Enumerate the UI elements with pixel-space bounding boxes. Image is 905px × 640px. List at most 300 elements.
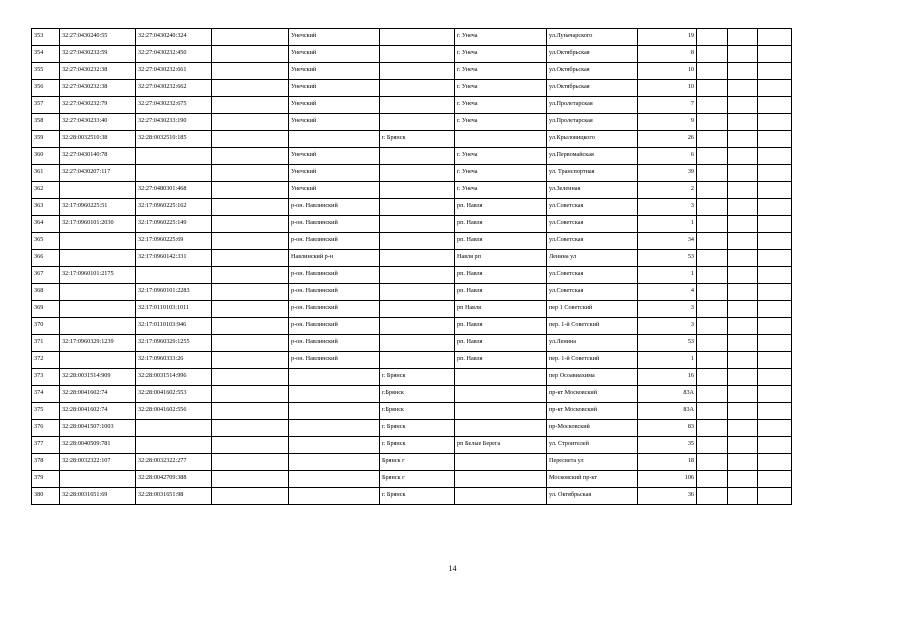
cell-empty-col-a [697, 63, 728, 80]
cell-cadastral-number-building: 32:17:0110103:946 [136, 318, 212, 335]
cell-street: ул. Строителей [547, 437, 638, 454]
cell-row-number: 369 [32, 301, 60, 318]
cell-empty-col-b [728, 148, 758, 165]
cell-cadastral-number-land [60, 471, 136, 488]
cell-empty-col-b [728, 46, 758, 63]
cell-empty-col-a [697, 131, 728, 148]
cell-city [380, 114, 455, 131]
cell-house-number: 16 [638, 369, 697, 386]
cell-settlement: г. Унеча [455, 97, 547, 114]
cell-empty-col-a [697, 369, 728, 386]
cell-cadastral-number-land: 32:28:0041507:1003 [60, 420, 136, 437]
table-row [32, 454, 792, 471]
cell-city: г. Брянск [380, 420, 455, 437]
cell-empty-col-a [697, 46, 728, 63]
cell-empty-col-a [697, 301, 728, 318]
cell-city: г.Брянск [380, 386, 455, 403]
cell-extra-column [212, 386, 289, 403]
cell-empty-col-a [697, 420, 728, 437]
cell-cadastral-number-land: 32:28:0031651:69 [60, 488, 136, 505]
cell-street: ул.Пролетарская [547, 97, 638, 114]
cell-settlement [455, 131, 547, 148]
cell-district: р-он. Навлинский [289, 216, 380, 233]
cell-empty-col-b [728, 250, 758, 267]
cell-street: ул.Октябрьская [547, 63, 638, 80]
cell-settlement [455, 488, 547, 505]
cell-row-number: 367 [32, 267, 60, 284]
table-row [32, 63, 792, 80]
cell-row-number: 361 [32, 165, 60, 182]
cell-settlement: рп. Навля [455, 318, 547, 335]
cell-row-number: 377 [32, 437, 60, 454]
cell-district: р-он. Навлинский [289, 352, 380, 369]
cell-city [380, 267, 455, 284]
cell-settlement: рп. Навля [455, 199, 547, 216]
cell-district [289, 131, 380, 148]
table-row [32, 148, 792, 165]
cell-row-number: 374 [32, 386, 60, 403]
cell-empty-col-a [697, 199, 728, 216]
cell-cadastral-number-land: 32:17:0960101:2175 [60, 267, 136, 284]
cell-cadastral-number-land: 32:27:0430232:38 [60, 80, 136, 97]
cell-empty-col-b [728, 199, 758, 216]
cell-extra-column [212, 80, 289, 97]
cell-cadastral-number-building: 32:17:0960101:2283 [136, 284, 212, 301]
cell-empty-col-b [728, 352, 758, 369]
cell-row-number: 379 [32, 471, 60, 488]
cell-city: г. Брянск [380, 369, 455, 386]
cell-empty-col-b [728, 420, 758, 437]
cell-extra-column [212, 199, 289, 216]
cell-house-number: 1 [638, 267, 697, 284]
cell-cadastral-number-land: 32:27:0430232:59 [60, 46, 136, 63]
cell-district: Унечский [289, 114, 380, 131]
cell-cadastral-number-building: 32:17:0960333:26 [136, 352, 212, 369]
cell-settlement: г. Унеча [455, 148, 547, 165]
cell-cadastral-number-building: 32:27:0430240:324 [136, 29, 212, 46]
cell-cadastral-number-building [136, 267, 212, 284]
cell-empty-col-a [697, 335, 728, 352]
cell-street: ул.Луначарского [547, 29, 638, 46]
cell-street: пер. 1-й Советский [547, 318, 638, 335]
cell-extra-column [212, 63, 289, 80]
cell-empty-col-a [697, 437, 728, 454]
cell-cadastral-number-building: 32:27:0430232:450 [136, 46, 212, 63]
cell-cadastral-number-building: 32:28:0042709:388 [136, 471, 212, 488]
cell-house-number: 1 [638, 352, 697, 369]
cell-cadastral-number-land: 32:27:0430140:78 [60, 148, 136, 165]
cell-empty-col-b [728, 284, 758, 301]
cell-house-number: 35 [638, 437, 697, 454]
cell-city [380, 63, 455, 80]
cell-cadastral-number-building: 32:17:0960329:1255 [136, 335, 212, 352]
cell-city [380, 182, 455, 199]
cell-settlement [455, 454, 547, 471]
cell-city [380, 250, 455, 267]
cell-empty-col-c [758, 454, 792, 471]
table-row [32, 250, 792, 267]
table-row [32, 131, 792, 148]
cell-district: Унечский [289, 97, 380, 114]
cell-district: р-он. Навлинский [289, 318, 380, 335]
cell-extra-column [212, 131, 289, 148]
cell-cadastral-number-building: 32:28:0041602:556 [136, 403, 212, 420]
cell-cadastral-number-land: 32:28:0041602:74 [60, 386, 136, 403]
cell-house-number: 26 [638, 131, 697, 148]
cell-street: ул.Крыловицкого [547, 131, 638, 148]
cell-empty-col-c [758, 46, 792, 63]
cell-settlement: рп. Навля [455, 233, 547, 250]
cell-empty-col-a [697, 114, 728, 131]
cell-extra-column [212, 335, 289, 352]
cell-cadastral-number-building: 32:17:0960225:69 [136, 233, 212, 250]
cell-city [380, 165, 455, 182]
cell-house-number: 83А [638, 403, 697, 420]
table-row [32, 165, 792, 182]
cell-district: Унечский [289, 80, 380, 97]
cell-street: ул.Октябрьская [547, 46, 638, 63]
cell-house-number: 19 [638, 29, 697, 46]
cell-empty-col-b [728, 403, 758, 420]
cell-empty-col-a [697, 284, 728, 301]
cell-district: р-он. Навлинский [289, 233, 380, 250]
cell-house-number: 10 [638, 63, 697, 80]
cell-street: Ленина ул [547, 250, 638, 267]
cell-district [289, 437, 380, 454]
cell-street: ул.Пролетарская [547, 114, 638, 131]
cell-empty-col-a [697, 471, 728, 488]
cell-extra-column [212, 165, 289, 182]
cell-house-number: 83 [638, 420, 697, 437]
cell-empty-col-c [758, 488, 792, 505]
cell-cadastral-number-land [60, 284, 136, 301]
cell-empty-col-c [758, 199, 792, 216]
cell-settlement: г. Унеча [455, 63, 547, 80]
table-row [32, 471, 792, 488]
cell-house-number: 8 [638, 46, 697, 63]
cell-street: ул.Советская [547, 267, 638, 284]
cell-house-number: 83А [638, 386, 697, 403]
cell-street: Московский пр-кт [547, 471, 638, 488]
cell-district: Унечский [289, 63, 380, 80]
table-row [32, 437, 792, 454]
cell-extra-column [212, 233, 289, 250]
cell-city [380, 97, 455, 114]
cell-district [289, 488, 380, 505]
cell-settlement: г. Унеча [455, 114, 547, 131]
registry-table [31, 28, 792, 505]
cell-empty-col-c [758, 420, 792, 437]
cell-row-number: 360 [32, 148, 60, 165]
cell-extra-column [212, 352, 289, 369]
cell-empty-col-b [728, 165, 758, 182]
cell-city [380, 29, 455, 46]
table-body [32, 29, 792, 505]
cell-house-number: 53 [638, 250, 697, 267]
cell-cadastral-number-building: 32:27:0480301:468 [136, 182, 212, 199]
cell-row-number: 376 [32, 420, 60, 437]
cell-cadastral-number-building: 32:28:0032510:185 [136, 131, 212, 148]
cell-row-number: 359 [32, 131, 60, 148]
cell-settlement: рп. Навля [455, 267, 547, 284]
table-row [32, 301, 792, 318]
cell-cadastral-number-building: 32:28:0041602:553 [136, 386, 212, 403]
cell-settlement: г. Унеча [455, 165, 547, 182]
cell-city: г. Брянск [380, 488, 455, 505]
table-row [32, 97, 792, 114]
cell-street: ул.Зеленная [547, 182, 638, 199]
cell-empty-col-a [697, 250, 728, 267]
cell-empty-col-b [728, 29, 758, 46]
cell-cadastral-number-land: 32:28:0032322:107 [60, 454, 136, 471]
page-number: 14 [448, 564, 457, 573]
cell-empty-col-b [728, 369, 758, 386]
table-row [32, 318, 792, 335]
cell-row-number: 353 [32, 29, 60, 46]
cell-district: Унечский [289, 165, 380, 182]
cell-street: ул.Советская [547, 216, 638, 233]
cell-empty-col-c [758, 63, 792, 80]
cell-empty-col-a [697, 352, 728, 369]
table-row [32, 114, 792, 131]
table-row [32, 284, 792, 301]
cell-extra-column [212, 471, 289, 488]
cell-cadastral-number-land: 32:27:0430233:40 [60, 114, 136, 131]
cell-house-number: 1 [638, 216, 697, 233]
cell-house-number: 7 [638, 97, 697, 114]
cell-extra-column [212, 284, 289, 301]
table-row [32, 403, 792, 420]
cell-extra-column [212, 250, 289, 267]
cell-empty-col-c [758, 148, 792, 165]
cell-settlement [455, 471, 547, 488]
cell-cadastral-number-land [60, 233, 136, 250]
cell-empty-col-b [728, 454, 758, 471]
cell-empty-col-a [697, 454, 728, 471]
cell-city [380, 301, 455, 318]
cell-district [289, 403, 380, 420]
cell-row-number: 370 [32, 318, 60, 335]
cell-row-number: 371 [32, 335, 60, 352]
table-row [32, 80, 792, 97]
cell-empty-col-b [728, 386, 758, 403]
cell-row-number: 375 [32, 403, 60, 420]
cell-settlement: рп. Навля [455, 352, 547, 369]
cell-cadastral-number-building [136, 165, 212, 182]
table-row [32, 267, 792, 284]
cell-empty-col-b [728, 80, 758, 97]
cell-empty-col-c [758, 80, 792, 97]
cell-cadastral-number-land: 32:17:0960329:1239 [60, 335, 136, 352]
cell-empty-col-c [758, 97, 792, 114]
cell-street: пер. 1-й Советский [547, 352, 638, 369]
cell-house-number: 106 [638, 471, 697, 488]
cell-cadastral-number-building: 32:27:0430232:661 [136, 63, 212, 80]
cell-cadastral-number-building: 32:27:0430232:662 [136, 80, 212, 97]
cell-street: ул.Советская [547, 284, 638, 301]
cell-empty-col-b [728, 488, 758, 505]
cell-house-number: 6 [638, 148, 697, 165]
table-row [32, 29, 792, 46]
cell-street: ул. Октябрьская [547, 488, 638, 505]
cell-district [289, 369, 380, 386]
cell-house-number: 3 [638, 318, 697, 335]
table-row [32, 335, 792, 352]
cell-row-number: 358 [32, 114, 60, 131]
cell-row-number: 380 [32, 488, 60, 505]
cell-extra-column [212, 216, 289, 233]
cell-extra-column [212, 182, 289, 199]
cell-empty-col-c [758, 216, 792, 233]
cell-empty-col-c [758, 352, 792, 369]
cell-city [380, 335, 455, 352]
cell-settlement [455, 403, 547, 420]
cell-extra-column [212, 114, 289, 131]
cell-settlement: г. Унеча [455, 182, 547, 199]
cell-street: ул.Советская [547, 199, 638, 216]
cell-empty-col-b [728, 267, 758, 284]
cell-extra-column [212, 29, 289, 46]
cell-empty-col-b [728, 182, 758, 199]
cell-street: пр-кт Московский [547, 386, 638, 403]
cell-district: р-он. Навлинский [289, 284, 380, 301]
cell-row-number: 363 [32, 199, 60, 216]
cell-settlement: Навля рп [455, 250, 547, 267]
cell-city: г. Брянск [380, 131, 455, 148]
cell-district: Унечский [289, 148, 380, 165]
cell-street: Пересвета ул [547, 454, 638, 471]
cell-house-number: 39 [638, 165, 697, 182]
cell-street: ул. Транспортная [547, 165, 638, 182]
cell-settlement: рп. Навля [455, 216, 547, 233]
cell-empty-col-c [758, 437, 792, 454]
cell-cadastral-number-land [60, 301, 136, 318]
cell-cadastral-number-building: 32:28:0031514:996 [136, 369, 212, 386]
cell-empty-col-c [758, 114, 792, 131]
cell-cadastral-number-building [136, 437, 212, 454]
cell-district [289, 420, 380, 437]
cell-settlement: рп Навля [455, 301, 547, 318]
cell-district: р-он. Навлинский [289, 199, 380, 216]
cell-extra-column [212, 403, 289, 420]
cell-row-number: 368 [32, 284, 60, 301]
cell-row-number: 356 [32, 80, 60, 97]
cell-empty-col-a [697, 80, 728, 97]
cell-empty-col-a [697, 97, 728, 114]
cell-extra-column [212, 46, 289, 63]
cell-empty-col-c [758, 318, 792, 335]
cell-row-number: 378 [32, 454, 60, 471]
cell-cadastral-number-land: 32:27:0430232:38 [60, 63, 136, 80]
cell-empty-col-c [758, 250, 792, 267]
cell-cadastral-number-building: 32:17:0110103:1011 [136, 301, 212, 318]
cell-empty-col-a [697, 233, 728, 250]
cell-settlement: рп Белые Берега [455, 437, 547, 454]
cell-cadastral-number-land: 32:27:0430240:55 [60, 29, 136, 46]
cell-city [380, 233, 455, 250]
cell-empty-col-a [697, 386, 728, 403]
cell-empty-col-a [697, 488, 728, 505]
cell-cadastral-number-land [60, 250, 136, 267]
cell-empty-col-a [697, 318, 728, 335]
cell-empty-col-b [728, 471, 758, 488]
cell-empty-col-b [728, 437, 758, 454]
cell-empty-col-c [758, 369, 792, 386]
table-row [32, 233, 792, 250]
cell-cadastral-number-land: 32:27:0430207:117 [60, 165, 136, 182]
cell-extra-column [212, 148, 289, 165]
cell-house-number: 10 [638, 80, 697, 97]
cell-empty-col-c [758, 29, 792, 46]
cell-extra-column [212, 301, 289, 318]
cell-extra-column [212, 318, 289, 335]
cell-house-number: 2 [638, 182, 697, 199]
cell-cadastral-number-building: 32:27:0430232:675 [136, 97, 212, 114]
cell-district: Унечский [289, 29, 380, 46]
cell-cadastral-number-land: 32:28:0041602:74 [60, 403, 136, 420]
cell-empty-col-a [697, 148, 728, 165]
cell-city [380, 148, 455, 165]
table-row [32, 386, 792, 403]
cell-street: ул.Октябрьская [547, 80, 638, 97]
cell-empty-col-b [728, 114, 758, 131]
cell-row-number: 372 [32, 352, 60, 369]
cell-row-number: 354 [32, 46, 60, 63]
cell-cadastral-number-land: 32:27:0430232:79 [60, 97, 136, 114]
cell-empty-col-a [697, 182, 728, 199]
cell-empty-col-c [758, 335, 792, 352]
cell-district [289, 454, 380, 471]
cell-empty-col-a [697, 29, 728, 46]
cell-extra-column [212, 420, 289, 437]
cell-row-number: 362 [32, 182, 60, 199]
cell-settlement: г. Унеча [455, 29, 547, 46]
cell-house-number: 34 [638, 233, 697, 250]
cell-empty-col-a [697, 267, 728, 284]
cell-street: ул.Первомайская [547, 148, 638, 165]
cell-row-number: 364 [32, 216, 60, 233]
cell-district: р-он. Навлинский [289, 267, 380, 284]
cell-house-number: 3 [638, 199, 697, 216]
cell-city [380, 46, 455, 63]
cell-empty-col-b [728, 301, 758, 318]
cell-district: р-он. Навлинский [289, 335, 380, 352]
cell-city: г.Брянск [380, 403, 455, 420]
cell-empty-col-c [758, 233, 792, 250]
cell-settlement: рп. Навля [455, 335, 547, 352]
cell-district [289, 386, 380, 403]
cell-city: Брянск г [380, 471, 455, 488]
cell-city [380, 199, 455, 216]
cell-cadastral-number-building [136, 148, 212, 165]
cell-empty-col-c [758, 386, 792, 403]
table-row [32, 46, 792, 63]
cell-cadastral-number-building: 32:17:0960225:149 [136, 216, 212, 233]
cell-empty-col-c [758, 284, 792, 301]
cell-street: пр-кт Московский [547, 403, 638, 420]
cell-settlement: г. Унеча [455, 80, 547, 97]
cell-house-number: 4 [638, 284, 697, 301]
cell-empty-col-c [758, 131, 792, 148]
cell-city [380, 352, 455, 369]
cell-cadastral-number-building: 32:28:0031651:98 [136, 488, 212, 505]
cell-district: р-он. Навлинский [289, 301, 380, 318]
cell-empty-col-b [728, 63, 758, 80]
cell-cadastral-number-building [136, 420, 212, 437]
cell-row-number: 366 [32, 250, 60, 267]
cell-cadastral-number-land: 32:28:0032510:38 [60, 131, 136, 148]
cell-empty-col-c [758, 301, 792, 318]
